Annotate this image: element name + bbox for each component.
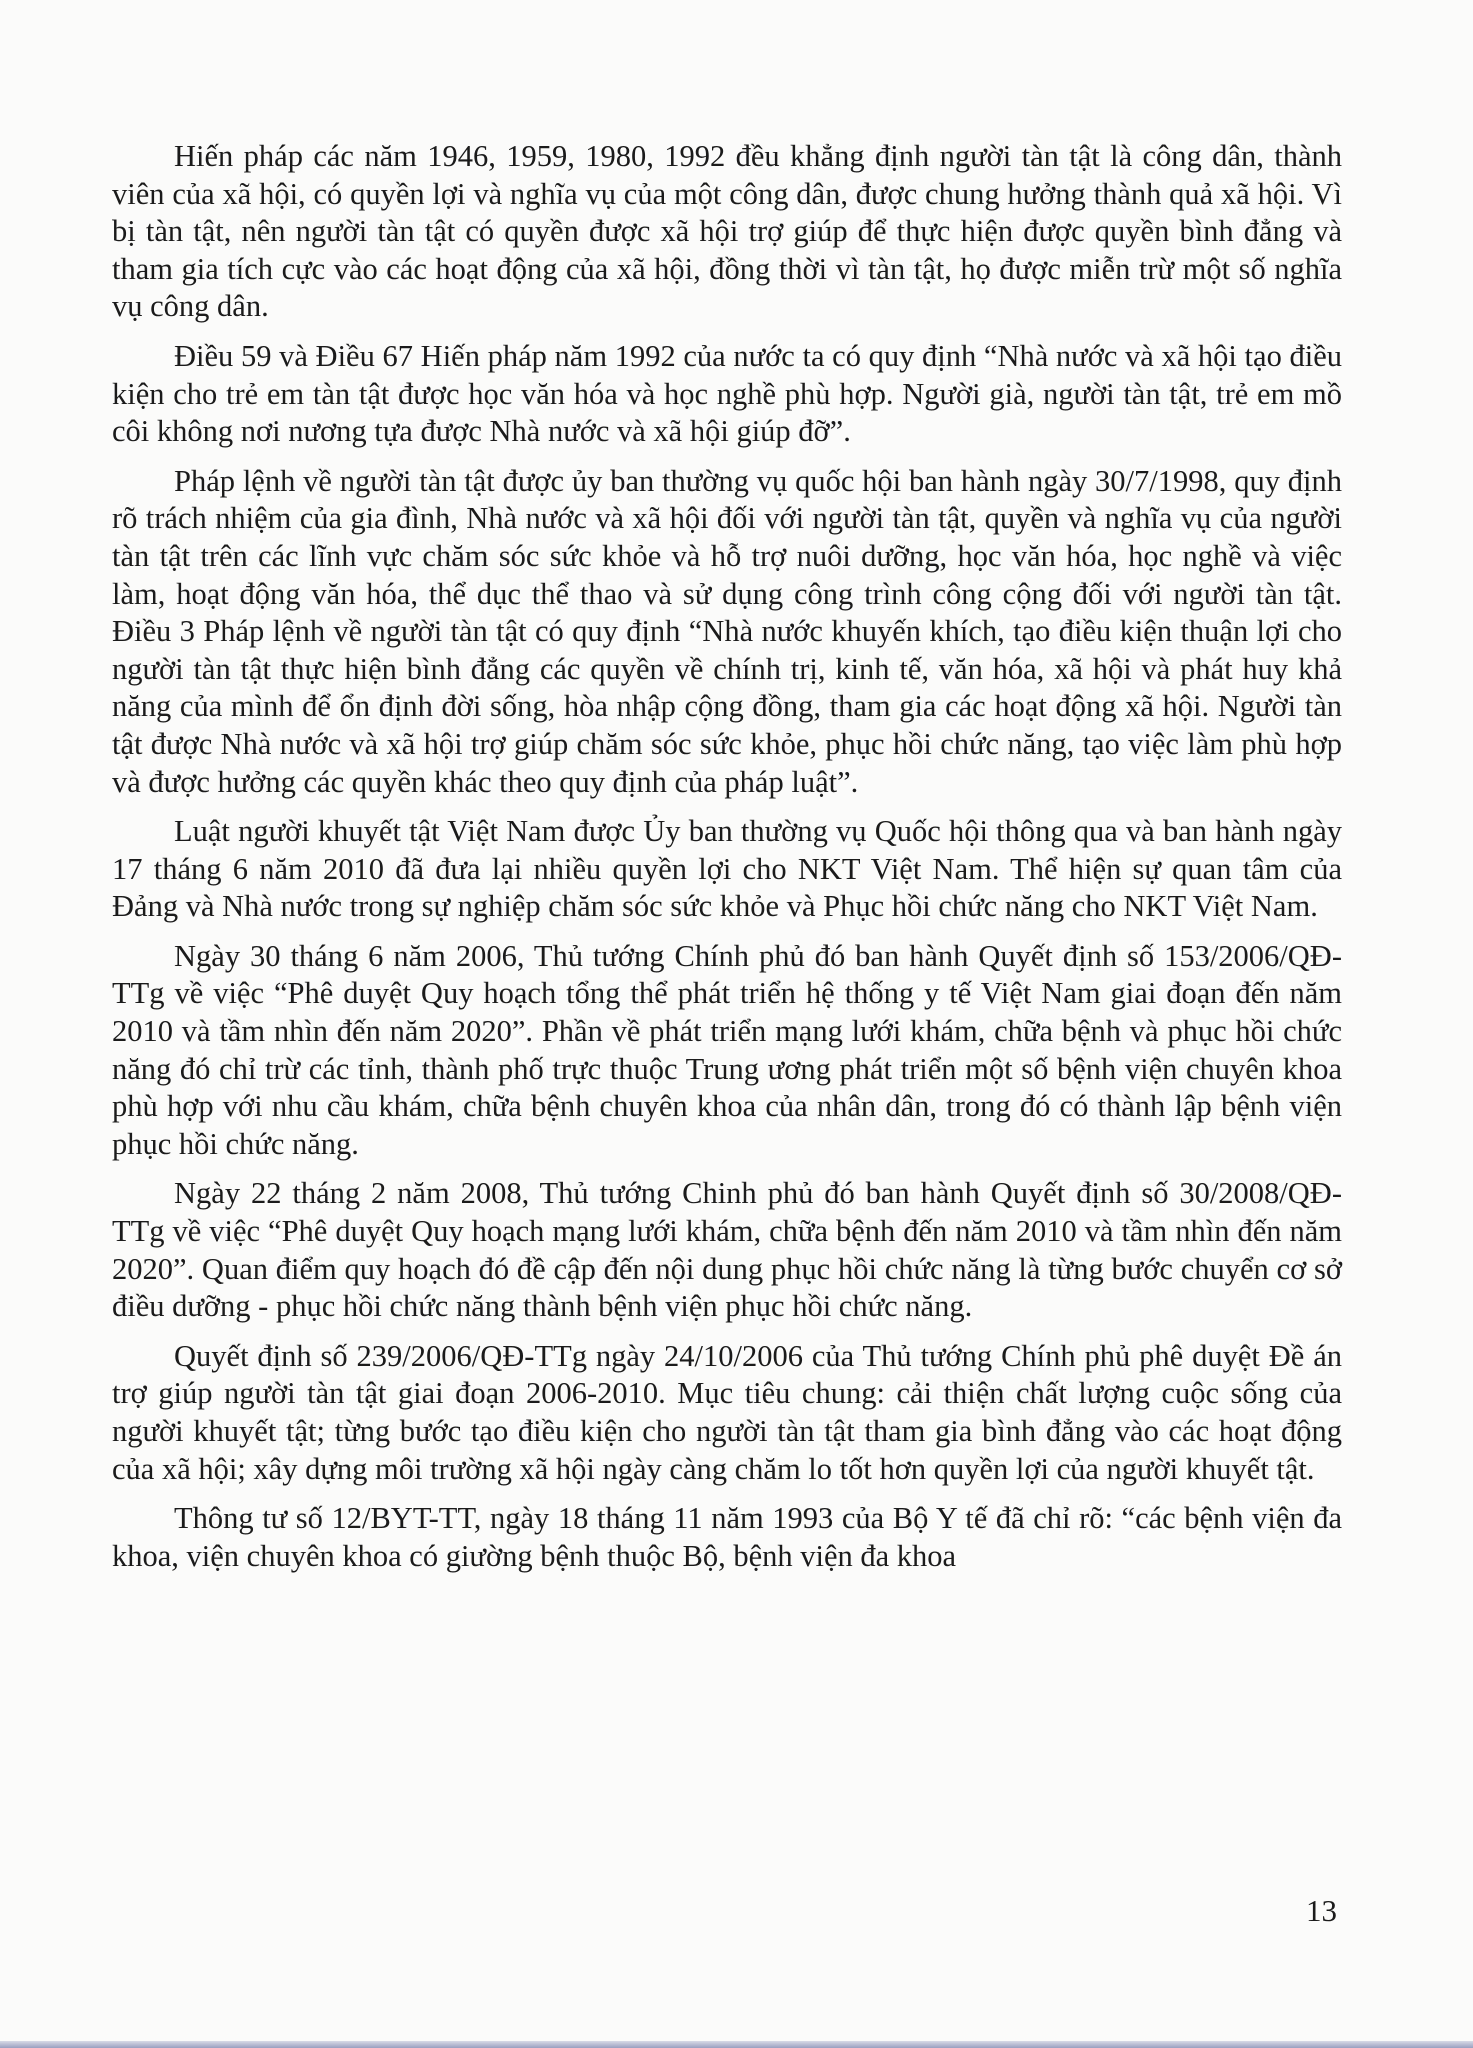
paragraph-decision-153: Ngày 30 tháng 6 năm 2006, Thủ tướng Chính phủ đó ban hành Quyết định số 153/2006/QĐ-TTg về việc “Phê duyệt Quy hoạch tổng thể phát triển hệ thống y tế Việt Nam giai đoạn đến năm 2010 và tầm nhìn đến năm 2020”. Phần về phát triển mạng lưới khám, chữa bệnh và phục hồi chức năng đó chỉ trừ các tỉnh, thành phố trực thuộc Trung ương phát triển một số bệnh viện chuyên khoa phù hợp với nhu cầu khám, chữa bệnh chuyên khoa của nhân dân, trong đó có thành lập bệnh viện phục hồi chức năng. <box>112 938 1342 1161</box>
paragraph-disability-law-2010: Luật người khuyết tật Việt Nam được Ủy ban thường vụ Quốc hội thông qua và ban hành ngày 17 tháng 6 năm 2010 đã đưa lại nhiều quyền lợi cho NKT Việt Nam. Thể hiện sự quan tâm của Đảng và Nhà nước trong sự nghiệp chăm sóc sức khỏe và Phục hồi chức năng cho NKT Việt Nam. <box>112 814 1342 924</box>
paragraph-decision-30: Ngày 22 tháng 2 năm 2008, Thủ tướng Chinh phủ đó ban hành Quyết định số 30/2008/QĐ-TTg về việc “Phê duyệt Quy hoạch mạng lưới khám, chữa bệnh đến năm 2010 và tầm nhìn đến năm 2020”. Quan điểm quy hoạch đó đề cập đến nội dung phục hồi chức năng là từng bước chuyển cơ sở điều dưỡng - phục hồi chức năng thành bệnh viện phục hồi chức năng. <box>112 1176 1342 1324</box>
paragraph-articles-59-67: Điều 59 và Điều 67 Hiến pháp năm 1992 của nước ta có quy định “Nhà nước và xã hội tạo điều kiện cho trẻ em tàn tật được học văn hóa và học nghề phù hợp. Người già, người tàn tật, trẻ em mồ côi không nơi nương tựa được Nhà nước và xã hội giúp đỡ”. <box>112 338 1342 449</box>
scan-bottom-edge <box>0 2041 1473 2048</box>
paragraph-circular-12: Thông tư số 12/BYT-TT, ngày 18 tháng 11 năm 1993 của Bộ Y tế đã chỉ rõ: “các bệnh viện đa khoa, viện chuyên khoa có giường bệnh thuộc Bộ, bệnh viện đa khoa <box>112 1501 1342 1573</box>
paragraph-decision-239: Quyết định số 239/2006/QĐ-TTg ngày 24/10/2006 của Thủ tướng Chính phủ phê duyệt Đề án trợ giúp người tàn tật giai đoạn 2006-2010. Mục tiêu chung: cải thiện chất lượng cuộc sống của người khuyết tật; từng bước tạo điều kiện cho người tàn tật tham gia bình đẳng vào các hoạt động của xã hội; xây dựng môi trường xã hội ngày càng chăm lo tốt hơn quyền lợi của người khuyết tật. <box>112 1338 1342 1486</box>
body-text <box>112 138 1342 1587</box>
paragraph-ordinance-1998: Pháp lệnh về người tàn tật được ủy ban thường vụ quốc hội ban hành ngày 30/7/1998, quy định rõ trách nhiệm của gia đình, Nhà nước và xã hội đối với người tàn tật, quyền và nghĩa vụ của người tàn tật trên các lĩnh vực chăm sóc sức khỏe và hỗ trợ nuôi dưỡng, học văn hóa, học nghề và việc làm, hoạt động văn hóa, thể dục thể thao và sử dụng công trình công cộng đối với người tàn tật. Điều 3 Pháp lệnh về người tàn tật có quy định “Nhà nước khuyến khích, tạo điều kiện thuận lợi cho người tàn tật thực hiện bình đẳng các quyền về chính trị, kinh tế, văn hóa, xã hội và phát huy khả năng của mình để ổn định đời sống, hòa nhập cộng đồng, tham gia các hoạt động xã hội. Người tàn tật được Nhà nước và xã hội trợ giúp chăm sóc sức khỏe, phục hồi chức năng, tạo việc làm phù hợp và được hưởng các quyền khác theo quy định của pháp luật”. <box>112 463 1342 799</box>
paragraph-constitution: Hiến pháp các năm 1946, 1959, 1980, 1992 đều khẳng định người tàn tật là công dân, thành viên của xã hội, có quyền lợi và nghĩa vụ của một công dân, được chung hưởng thành quả xã hội. Vì bị tàn tật, nên người tàn tật có quyền được xã hội trợ giúp để thực hiện được quyền bình đẳng và tham gia tích cực vào các hoạt động của xã hội, đồng thời vì tàn tật, họ được miễn trừ một số nghĩa vụ công dân. <box>112 139 1342 324</box>
page-number: 13 <box>1306 1893 1337 1928</box>
